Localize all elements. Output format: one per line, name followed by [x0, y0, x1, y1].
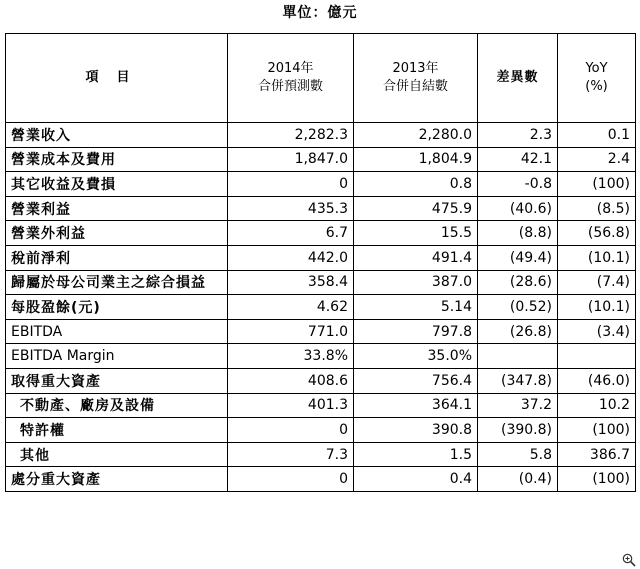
cell-diff: (8.8) [478, 221, 558, 246]
cell-2014: 4.62 [228, 295, 354, 320]
cell-2014: 771.0 [228, 319, 354, 344]
cell-2014: 0 [228, 467, 354, 492]
cell-yoy: 2.4 [558, 147, 636, 172]
cell-yoy: (56.8) [558, 221, 636, 246]
header-difference: 差異數 [478, 34, 558, 123]
cell-2014: 401.3 [228, 393, 354, 418]
cell-2014: 33.8% [228, 344, 354, 369]
cell-2014: 408.6 [228, 368, 354, 393]
cell-yoy: (7.4) [558, 270, 636, 295]
row-label: 稅前淨利 [6, 245, 228, 270]
table-row [6, 196, 636, 221]
cell-diff: 5.8 [478, 442, 558, 467]
cell-diff: (26.8) [478, 319, 558, 344]
cell-diff: 2.3 [478, 123, 558, 148]
cell-2013: 797.8 [354, 319, 478, 344]
cell-yoy: (100) [558, 467, 636, 492]
cell-2013: 364.1 [354, 393, 478, 418]
cell-2014: 2,282.3 [228, 123, 354, 148]
cell-2013: 0.8 [354, 172, 478, 197]
header-2013-label: 合併自結數 [382, 79, 448, 94]
cell-diff: -0.8 [478, 172, 558, 197]
header-row [6, 34, 636, 123]
table-row [6, 270, 636, 295]
cell-2014: 7.3 [228, 442, 354, 467]
cell-2013: 1,804.9 [354, 147, 478, 172]
header-2013-actual [354, 34, 478, 123]
cell-2013: 491.4 [354, 245, 478, 270]
header-2013-year: 2013年 [392, 61, 439, 76]
cell-yoy: 10.2 [558, 393, 636, 418]
table-row [6, 368, 636, 393]
cell-yoy: (8.5) [558, 196, 636, 221]
cell-diff: (40.6) [478, 196, 558, 221]
cell-diff: (28.6) [478, 270, 558, 295]
table-row [6, 418, 636, 443]
row-label: 營業外利益 [6, 221, 228, 246]
cell-diff: (49.4) [478, 245, 558, 270]
cell-yoy: (10.1) [558, 245, 636, 270]
cell-diff: 42.1 [478, 147, 558, 172]
cell-diff: 37.2 [478, 393, 558, 418]
cell-yoy: 0.1 [558, 123, 636, 148]
row-label: 其它收益及費損 [6, 172, 228, 197]
cell-2014: 0 [228, 418, 354, 443]
header-yoy-unit: (%) [585, 79, 608, 94]
row-label: 其他 [6, 442, 228, 467]
cell-yoy [558, 344, 636, 369]
table-row [6, 295, 636, 320]
table-row [6, 393, 636, 418]
table-row [6, 245, 636, 270]
cell-yoy: 386.7 [558, 442, 636, 467]
cell-2014: 6.7 [228, 221, 354, 246]
cell-diff: (0.52) [478, 295, 558, 320]
row-label: EBITDA [6, 319, 228, 344]
cell-2014: 1,847.0 [228, 147, 354, 172]
cell-2013: 1.5 [354, 442, 478, 467]
header-yoy [558, 34, 636, 123]
cell-2013: 387.0 [354, 270, 478, 295]
table-row [6, 344, 636, 369]
cell-2014: 0 [228, 172, 354, 197]
header-2014-year: 2014年 [267, 61, 314, 76]
table-row [6, 442, 636, 467]
cell-2013: 5.14 [354, 295, 478, 320]
cell-2013: 475.9 [354, 196, 478, 221]
zoom-in-icon[interactable] [622, 553, 636, 567]
cell-yoy: (100) [558, 418, 636, 443]
cell-diff: (390.8) [478, 418, 558, 443]
cell-2013: 0.4 [354, 467, 478, 492]
cell-diff: (347.8) [478, 368, 558, 393]
cell-2014: 442.0 [228, 245, 354, 270]
row-label: 營業收入 [6, 123, 228, 148]
header-2014-forecast [228, 34, 354, 123]
financial-table [5, 33, 636, 492]
cell-diff: (0.4) [478, 467, 558, 492]
row-label: 每股盈餘(元) [6, 295, 228, 320]
cell-2014: 358.4 [228, 270, 354, 295]
table-row [6, 319, 636, 344]
header-2014-label: 合併預測數 [257, 79, 323, 94]
table-row [6, 172, 636, 197]
row-label: EBITDA Margin [6, 344, 228, 369]
cell-yoy: (100) [558, 172, 636, 197]
cell-2013: 15.5 [354, 221, 478, 246]
row-label: 營業利益 [6, 196, 228, 221]
row-label: 歸屬於母公司業主之綜合損益 [6, 270, 228, 295]
table-row [6, 147, 636, 172]
table-row [6, 221, 636, 246]
cell-yoy: (10.1) [558, 295, 636, 320]
cell-2013: 756.4 [354, 368, 478, 393]
row-label: 特許權 [6, 418, 228, 443]
row-label: 不動產、廠房及設備 [6, 393, 228, 418]
table-row [6, 467, 636, 492]
cell-2013: 390.8 [354, 418, 478, 443]
header-yoy-label: YoY [585, 61, 608, 76]
row-label: 處分重大資產 [6, 467, 228, 492]
cell-yoy: (46.0) [558, 368, 636, 393]
row-label: 營業成本及費用 [6, 147, 228, 172]
header-item: 項目 [6, 34, 228, 123]
row-label: 取得重大資產 [6, 368, 228, 393]
cell-diff [478, 344, 558, 369]
unit-label: 單位：億元 [282, 5, 358, 21]
cell-yoy: (3.4) [558, 319, 636, 344]
cell-2013: 2,280.0 [354, 123, 478, 148]
cell-2014: 435.3 [228, 196, 354, 221]
table-row [6, 123, 636, 148]
cell-2013: 35.0% [354, 344, 478, 369]
